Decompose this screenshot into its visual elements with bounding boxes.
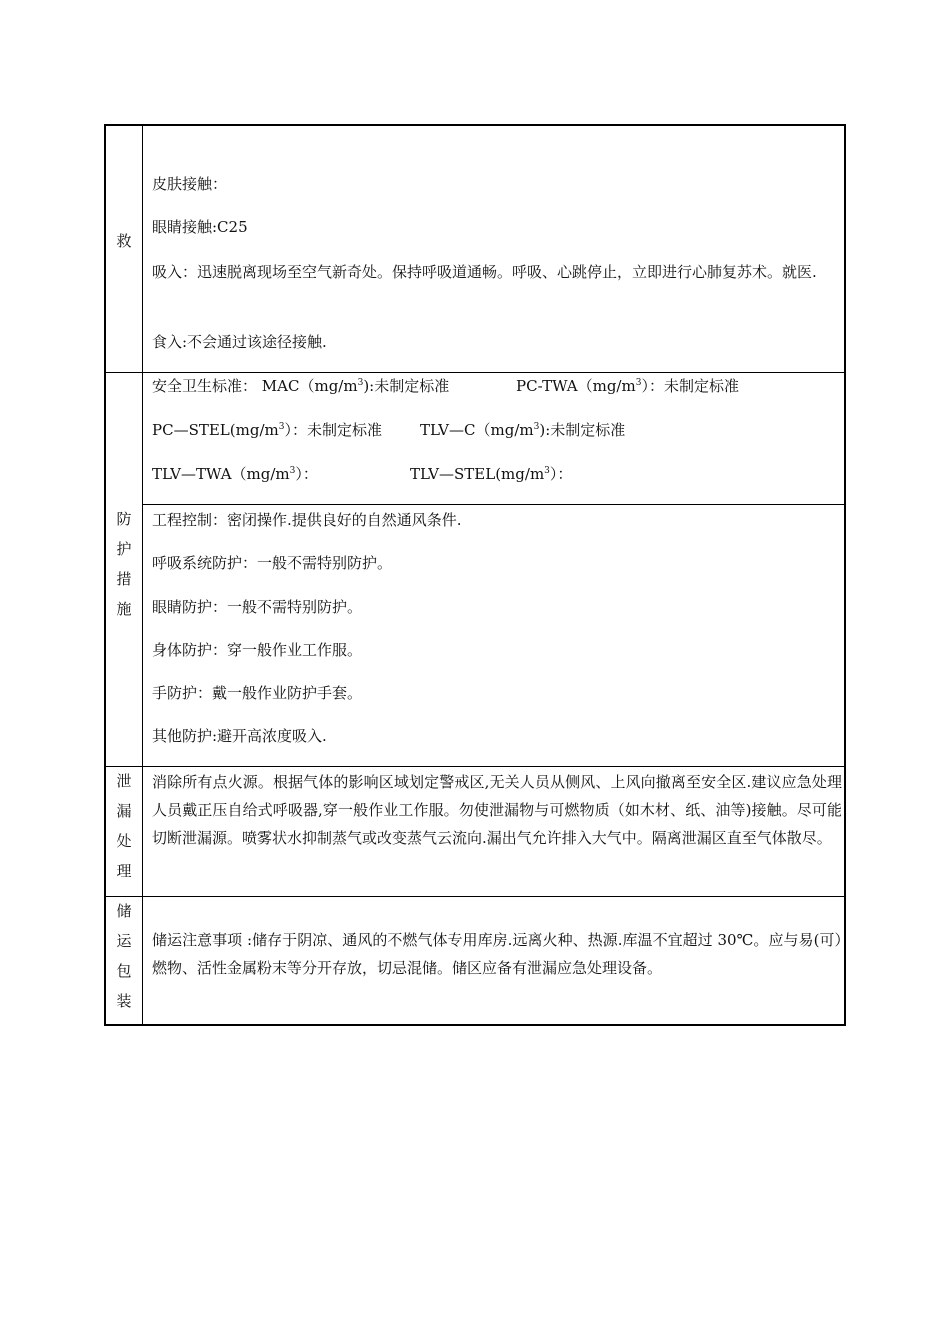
- protection-label: 防 护 措 施: [116, 510, 132, 618]
- first-aid-label: 救: [116, 232, 132, 250]
- storage-notes: 储运注意事项 :储存于阴凉、通风的不燃气体专用库房.远离火种、热源.库温不宜超过 30℃。应与易(可）燃物、活性金属粉末等分开存放，切忌混储。储区应备有泄漏应急处理设备。: [152, 931, 842, 977]
- eye-contact: 眼睛接触:C25: [152, 218, 248, 236]
- tlv-twa-standard: $TLV—TWA(mg/m^3)$：: [152, 465, 318, 483]
- tlv-c-standard: $TLV—C(mg/m^3)$:未制定标准: [420, 421, 626, 439]
- standards-line-3: [152, 462, 842, 486]
- tlv-stel-standard: $TLV—STEL(mg/m^3)$：: [410, 465, 573, 483]
- body-protection: 身体防护：穿一般作业工作服。: [152, 641, 363, 659]
- inhalation: 吸入：迅速脱离现场至空气新奇处。保持呼吸道通畅。呼吸、心跳停止，立即进行心肺复苏术。就医.: [152, 263, 817, 281]
- row-divider-standards: [142, 504, 844, 505]
- eye-protection: 眼睛防护：一般不需特别防护。: [152, 598, 363, 616]
- mac-standard: $MAC(mg/m^3)$:未制定标准: [261, 377, 450, 395]
- column-divider: [142, 126, 143, 1024]
- storage-label: 储 运 包 装: [116, 902, 132, 1010]
- leak-label: 泄 漏 处 理: [116, 772, 132, 880]
- standards-heading: 安全卫生标准：: [152, 377, 258, 395]
- row-divider-first-aid: [106, 372, 844, 373]
- ingestion: 食入:不会通过该途径接触.: [152, 333, 327, 351]
- leak-procedure: 消除所有点火源。根据气体的影响区域划定警戒区,无关人员从侧风、上风向撤离至安全区.建议应急处理人员戴正压自给式呼吸器,穿一般作业工作服。勿使泄漏物与可燃物质（如木材、纸、油等)接触。尽可能切断泄漏源。喷雾状水抑制蒸气或改变蒸气云流向.漏出气允许排入大气中。隔离泄漏区直至气体散尽。: [152, 773, 842, 847]
- hand-protection: 手防护：戴一般作业防护手套。: [152, 684, 363, 702]
- pc-twa-standard: $PC-TWA(mg/m^3)$：未制定标准: [516, 377, 739, 395]
- row-divider-leak: [106, 896, 844, 897]
- pc-stel-standard: $PC—STEL(mg/m^3)$：未制定标准: [152, 421, 382, 439]
- skin-contact: 皮肤接触：: [152, 175, 228, 193]
- respiratory-protection: 呼吸系统防护：一般不需特别防护。: [152, 554, 393, 572]
- msds-table: [104, 124, 846, 1026]
- other-protection: 其他防护:避开高浓度吸入.: [152, 727, 327, 745]
- engineering-control: 工程控制：密闭操作.提供良好的自然通风条件.: [152, 511, 462, 529]
- standards-line-2: [152, 418, 842, 442]
- row-divider-protection: [106, 766, 844, 767]
- standards-line-1: [152, 374, 842, 398]
